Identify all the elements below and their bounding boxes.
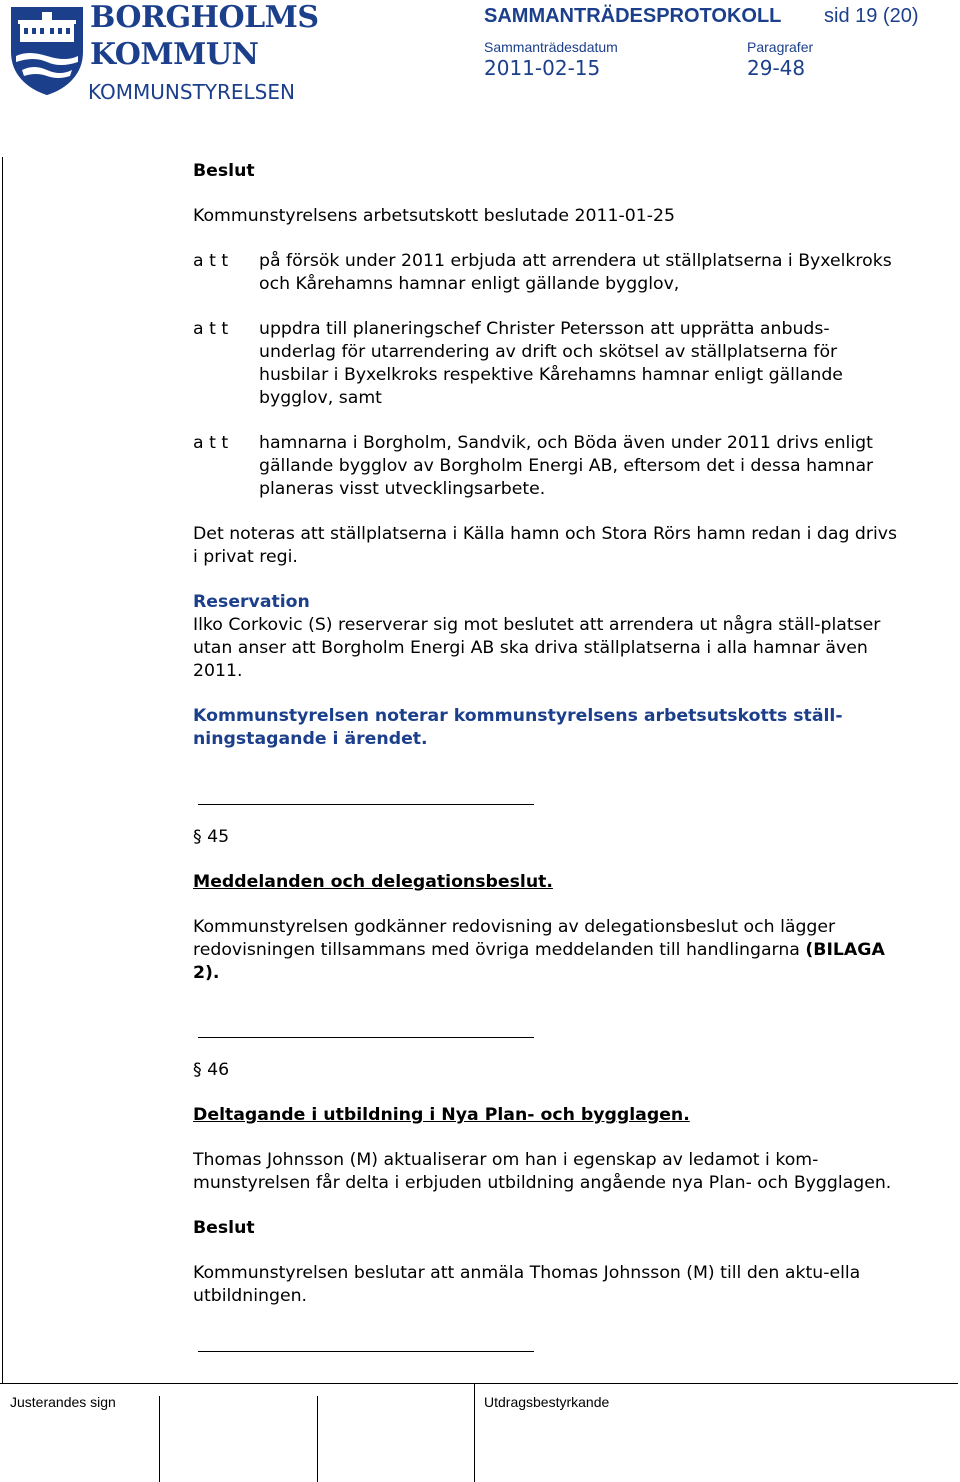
decision-marker: a t t — [193, 319, 229, 339]
meeting-date-label: Sammanträdesdatum — [484, 39, 618, 55]
beslut-intro: Kommunstyrelsens arbetsutskott beslutade 2011-01-25 — [193, 206, 675, 226]
department-name: KOMMUNSTYRELSEN — [88, 80, 295, 104]
decision-marker: a t t — [193, 433, 229, 453]
certification-label: Utdragsbestyrkande — [484, 1394, 610, 1410]
conclusion-text: Kommunstyrelsen noterar kommunstyrelsens arbetsutskotts ställ-ningstagande i ärendet. — [193, 706, 843, 749]
decision-text: hamnarna i Borgholm, Sandvik, och Böda även under 2011 drivs enligt gällande bygglov av Borgholm Energi AB, eftersom det i dessa hamnar planeras visst utvecklingsarbete. — [259, 433, 874, 499]
initials-label: Justerandes sign — [10, 1394, 116, 1410]
margin-line — [2, 157, 3, 1383]
section-46-beslut-text: Kommunstyrelsen beslutar att anmäla Thomas Johnsson (M) till den aktu-ella utbildningen. — [193, 1263, 861, 1306]
signature-box-divider — [317, 1396, 318, 1482]
reservation-heading: Reservation — [193, 592, 310, 612]
decision-item — [193, 250, 903, 296]
decision-item — [193, 432, 903, 501]
document-title: SAMMANTRÄDESPROTOKOLL — [484, 5, 782, 27]
paragraphs-label: Paragrafer — [747, 39, 814, 55]
attachment-ref: (BILAGA 2). — [193, 940, 885, 983]
minutes-body — [193, 160, 903, 1352]
section-divider — [198, 1037, 534, 1038]
section-45-number: § 45 — [193, 827, 230, 847]
decision-item — [193, 318, 903, 410]
meeting-date-value: 2011-02-15 — [484, 56, 601, 80]
org-name-line1: BORGHOLMS — [90, 0, 319, 35]
page-number: sid 19 (20) — [824, 5, 919, 27]
beslut-heading: Beslut — [193, 161, 255, 181]
section-46-number: § 46 — [193, 1060, 230, 1080]
decision-marker: a t t — [193, 251, 229, 271]
section-45-text — [193, 916, 903, 985]
section-divider — [198, 804, 534, 805]
note-text: Det noteras att ställplatserna i Källa hamn och Stora Rörs hamn redan i dag drivs i privat regi. — [193, 524, 898, 567]
section-46-text: Thomas Johnsson (M) aktualiserar om han i egenskap av ledamot i kom-munstyrelsen får delta i erbjuden utbildning angående nya Plan- och Bygglagen. — [193, 1150, 892, 1193]
org-name-line2: KOMMUN — [90, 37, 259, 72]
paragraphs-value: 29-48 — [747, 56, 806, 80]
signature-footer — [0, 1383, 958, 1482]
section-45-body: Kommunstyrelsen godkänner redovisning av delegationsbeslut och lägger redovisningen tillsammans med övriga meddelanden till handlingarna — [193, 917, 836, 960]
signature-box-divider — [159, 1396, 160, 1482]
section-divider — [198, 1351, 534, 1352]
section-46-beslut-heading: Beslut — [193, 1218, 255, 1238]
reservation-text: Ilko Corkovic (S) reserverar sig mot beslutet att arrendera ut några ställ-platser utan anser att Borgholm Energi AB ska driva ställplatserna i alla hamnar även 2011. — [193, 615, 881, 681]
decision-text: på försök under 2011 erbjuda att arrendera ut ställplatserna i Byxelkroks och Kårehamns hamnar enligt gällande bygglov, — [259, 251, 892, 294]
section-46-title: Deltagande i utbildning i Nya Plan- och bygglagen. — [193, 1105, 690, 1125]
decision-text: uppdra till planeringschef Christer Petersson att upprätta anbuds-underlag för utarrendering av drift och skötsel av ställplatserna för husbilar i Byxelkroks respektive Kårehamns hamnar enligt gällande bygglov, samt — [259, 319, 843, 408]
signature-box-divider — [474, 1384, 475, 1482]
municipality-coat-of-arms-icon — [8, 4, 86, 96]
section-45-title: Meddelanden och delegationsbeslut. — [193, 872, 553, 892]
